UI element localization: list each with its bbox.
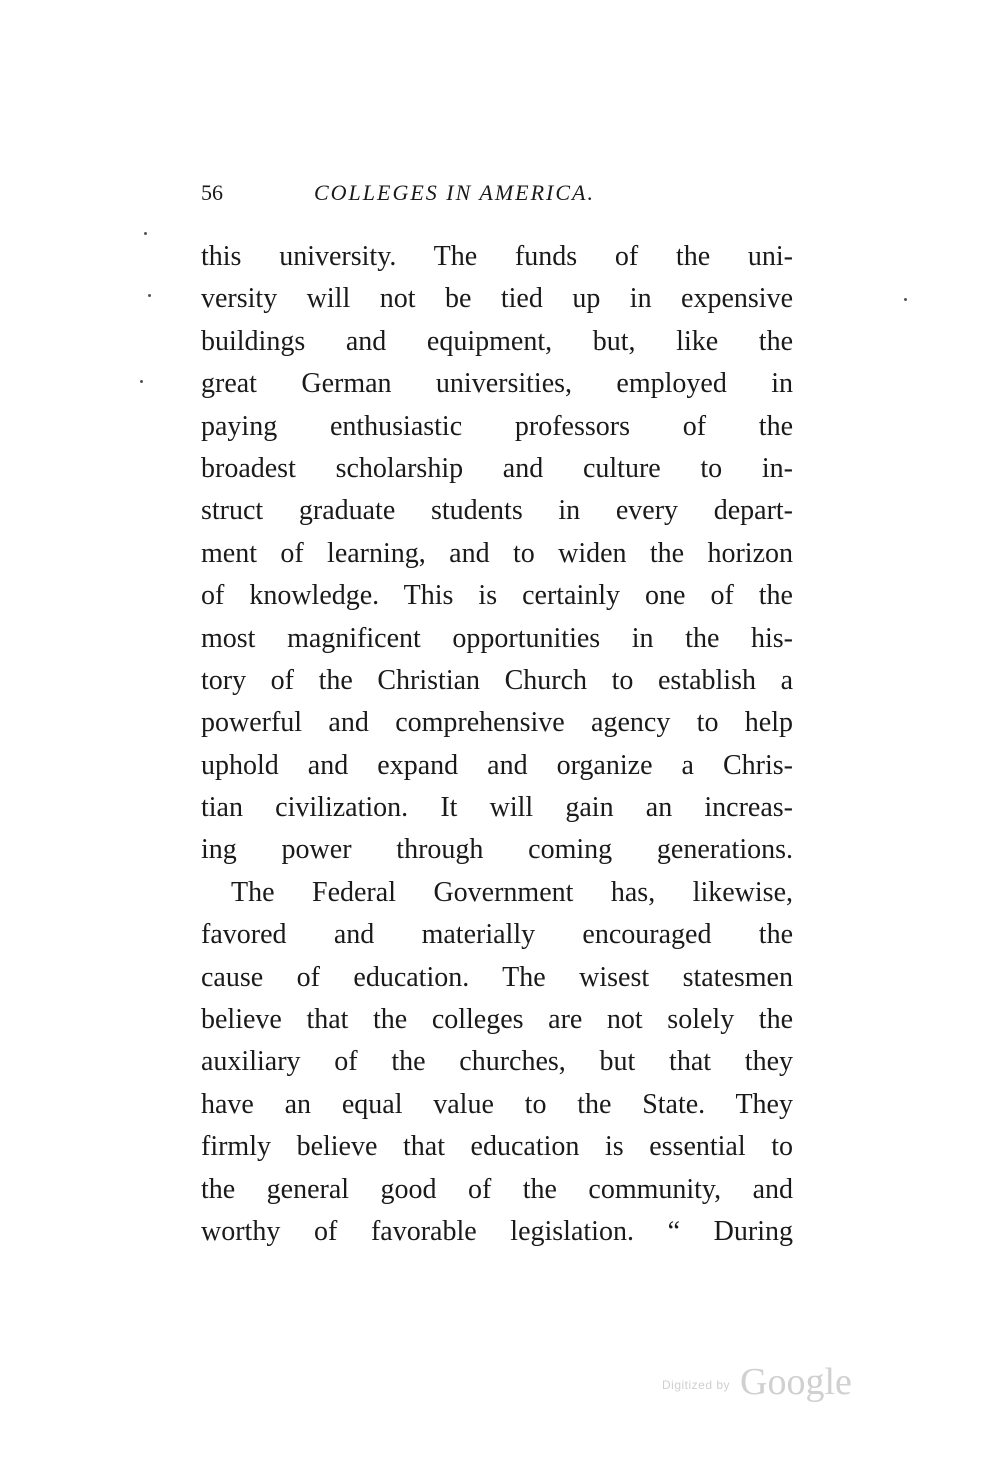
- text-line: The Federal Government has, likewise,: [231, 876, 793, 908]
- speck-mark: [144, 232, 147, 235]
- text-line: firmly believe that education is essential to: [201, 1131, 793, 1163]
- text-line: of knowledge. This is certainly one of the: [201, 580, 793, 612]
- text-line: ment of learning, and to widen the horizon: [201, 537, 793, 569]
- text-line: favored and materially encouraged the: [201, 919, 793, 951]
- body-text: [201, 236, 793, 1253]
- watermark-prefix: Digitized by: [662, 1378, 731, 1392]
- text-line: versity will not be tied up in expensive: [201, 283, 793, 315]
- text-line: buildings and equipment, but, like the: [201, 325, 793, 357]
- text-line: tory of the Christian Church to establish a: [201, 664, 793, 696]
- text-line: ing power through coming generations.: [201, 834, 793, 866]
- text-line: auxiliary of the churches, but that they: [201, 1046, 793, 1078]
- text-line: worthy of favorable legislation. “ During: [201, 1215, 793, 1247]
- text-line: uphold and expand and organize a Chris-: [201, 749, 793, 781]
- text-line: powerful and comprehensive agency to help: [201, 707, 793, 739]
- google-logo: Google: [740, 1361, 852, 1403]
- text-line: most magnificent opportunities in the his-: [201, 622, 793, 654]
- text-line: believe that the colleges are not solely the: [201, 1004, 793, 1036]
- running-title: COLLEGES IN AMERICA.: [314, 180, 595, 205]
- text-line: cause of education. The wisest statesmen: [201, 961, 793, 993]
- page-header: [201, 180, 791, 216]
- page-number: 56: [201, 180, 223, 205]
- digitized-watermark: [662, 1356, 862, 1406]
- speck-mark: [140, 380, 143, 383]
- text-line: struct graduate students in every depart-: [201, 495, 793, 527]
- speck-mark: [904, 298, 907, 301]
- text-line: the general good of the community, and: [201, 1173, 793, 1205]
- text-line: this university. The funds of the uni-: [201, 241, 793, 272]
- speck-mark: [148, 294, 151, 297]
- text-line: paying enthusiastic professors of the: [201, 410, 793, 442]
- text-line: great German universities, employed in: [201, 368, 793, 400]
- text-line: broadest scholarship and culture to in-: [201, 452, 793, 484]
- text-line: tian civilization. It will gain an increas-: [201, 792, 793, 824]
- text-line: have an equal value to the State. They: [201, 1088, 793, 1120]
